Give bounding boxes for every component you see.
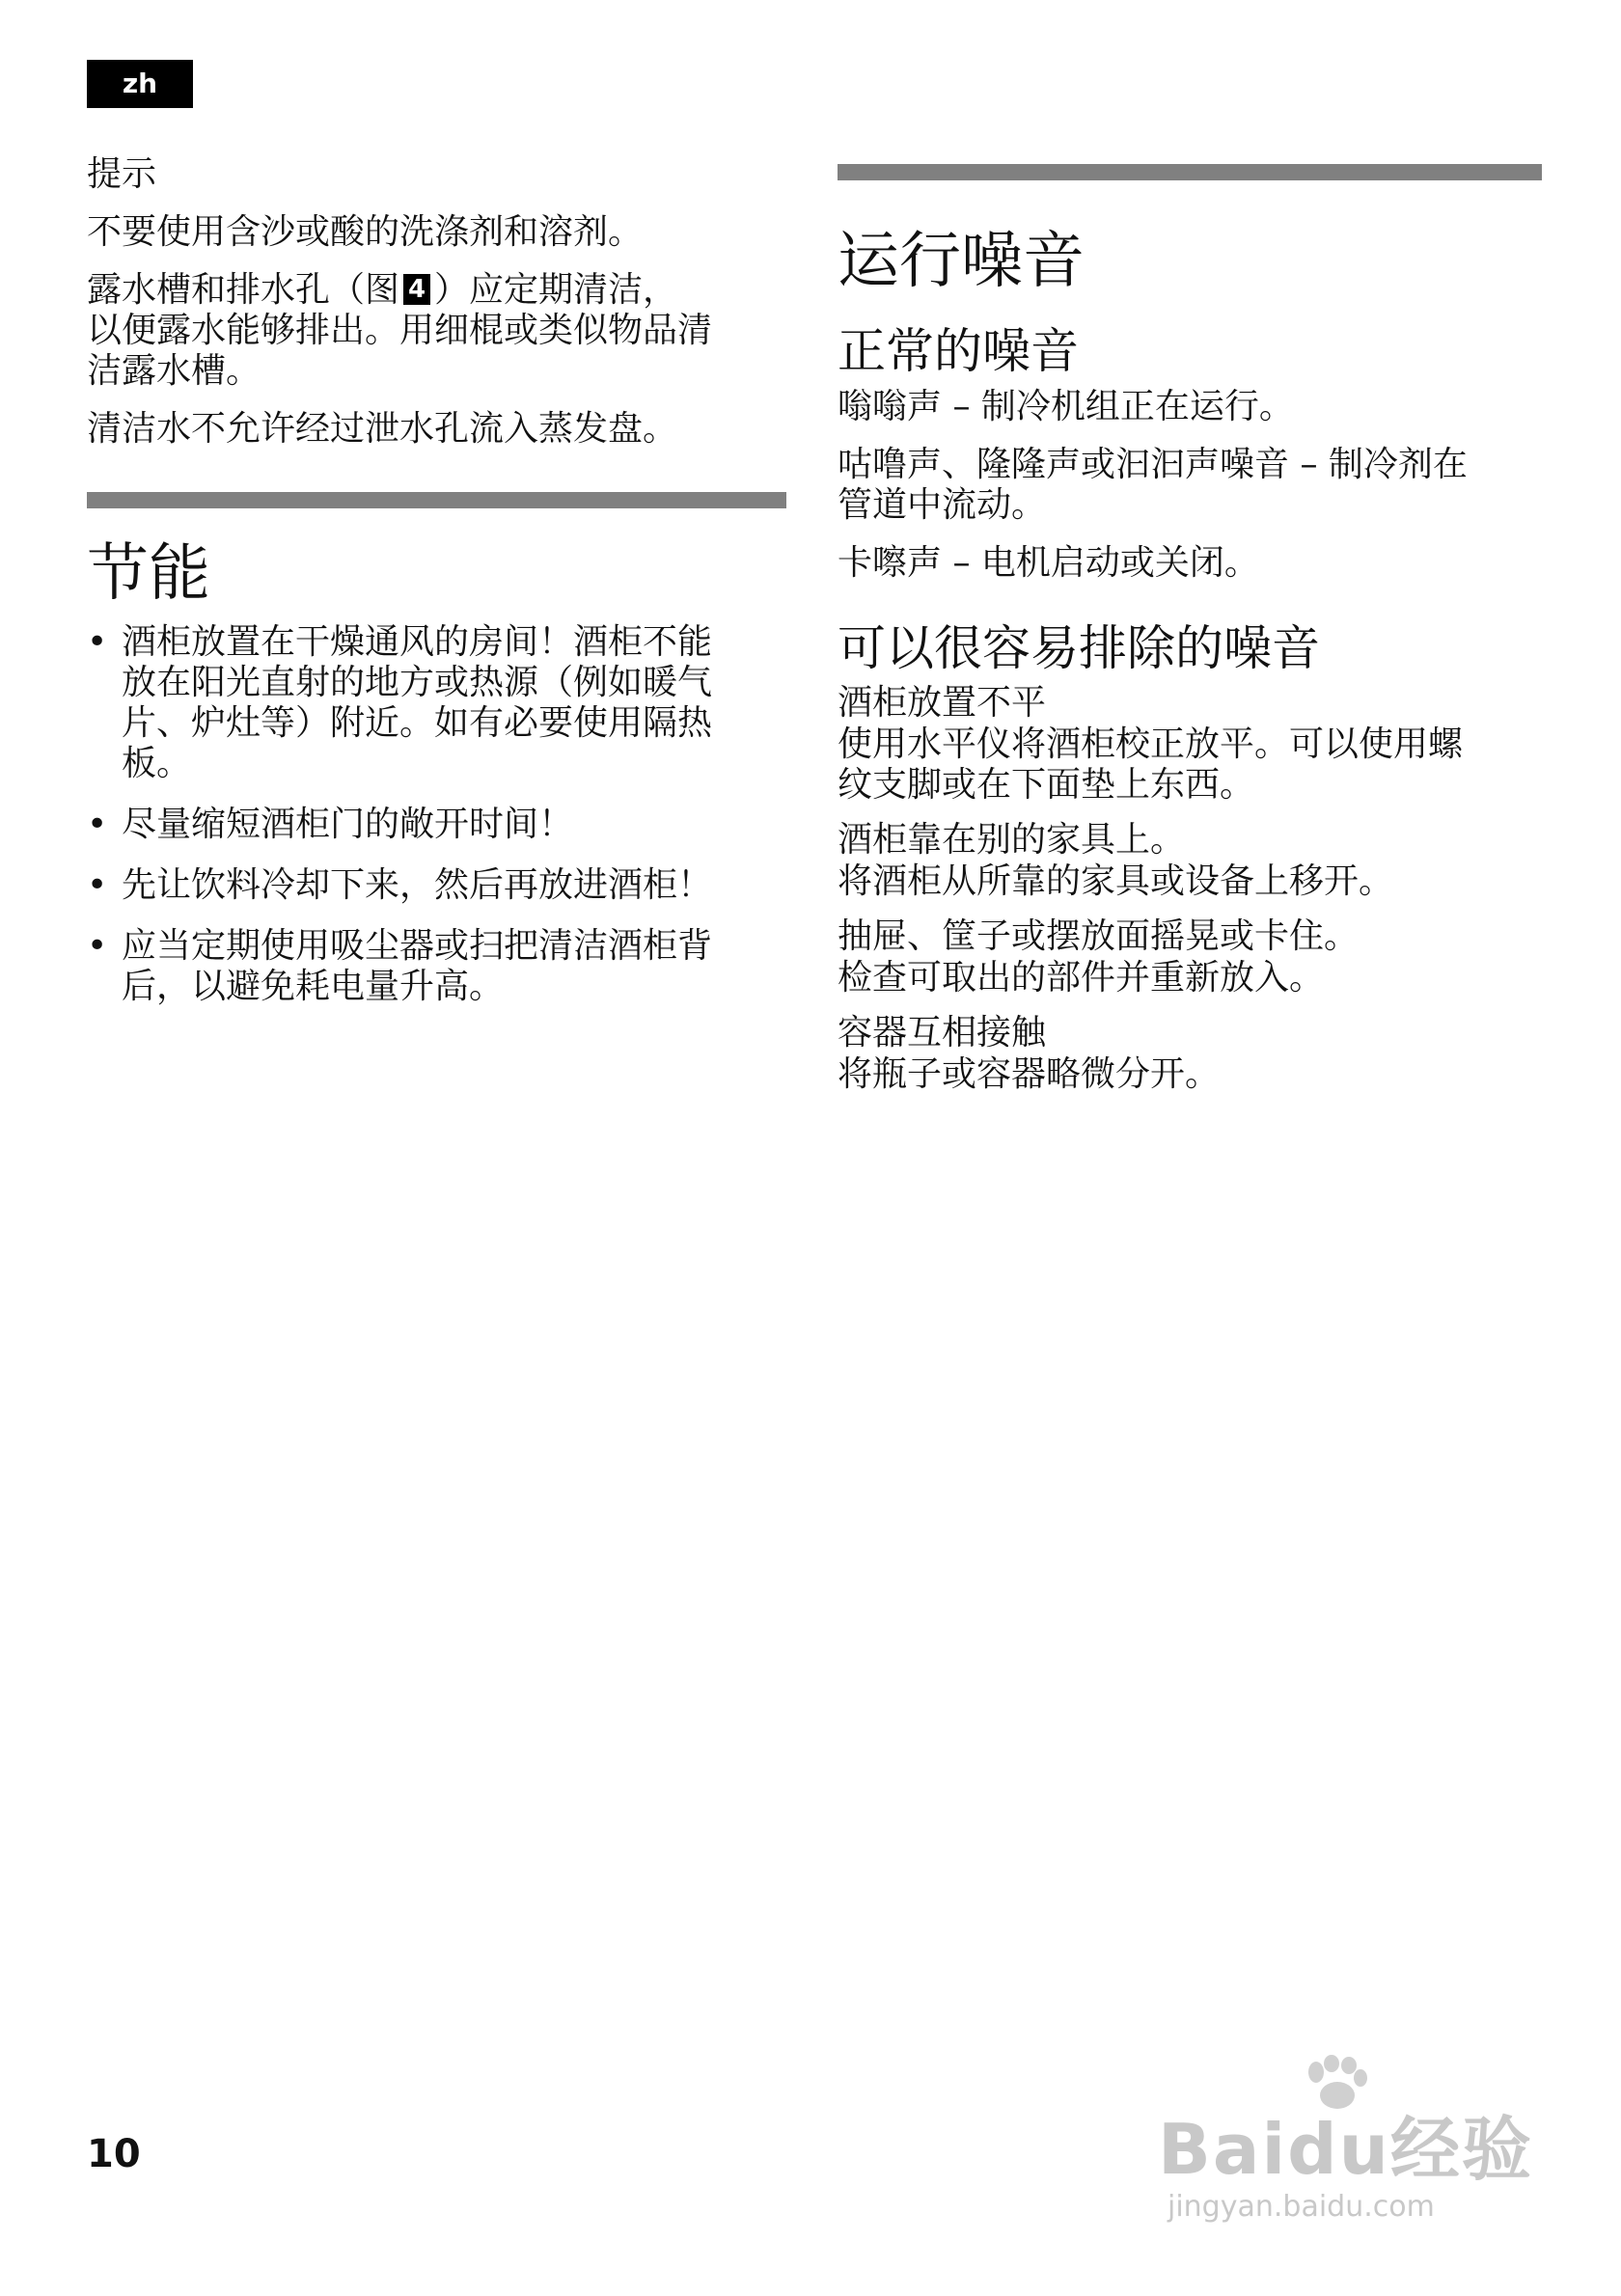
fixable-item-3-line-1: 检查可取出的部件并重新放入。 bbox=[838, 958, 1325, 998]
energy-item-1-line-2: 放在阳光直射的地方或热源（例如暖气 bbox=[122, 663, 713, 702]
tip-paragraph-3: 清洁水不允许经过泄水孔流入蒸发盘。 bbox=[87, 409, 678, 449]
fixable-item-2-line-1: 将酒柜从所靠的家具或设备上移开。 bbox=[838, 861, 1394, 901]
baidu-watermark bbox=[1158, 2055, 1544, 2248]
watermark-url: jingyan.baidu.com bbox=[1168, 2190, 1435, 2224]
fixable-item-1-line-1: 使用水平仪将酒柜校正放平。可以使用螺 bbox=[838, 724, 1464, 764]
fixable-item-4 bbox=[838, 1012, 1542, 1095]
normal-noise-item-2 bbox=[838, 445, 1542, 526]
fixable-noise-title: 可以很容易排除的噪音 bbox=[838, 620, 1320, 676]
energy-item-2 bbox=[87, 805, 786, 845]
section-rule-energy bbox=[87, 492, 786, 508]
language-tag: zh bbox=[87, 60, 193, 108]
left-column bbox=[87, 154, 786, 1027]
energy-item-2-line-1: 尽量缩短酒柜门的敞开时间！ bbox=[122, 805, 574, 844]
normal-noise-item-2-line-2: 管道中流动。 bbox=[838, 485, 1047, 525]
energy-list bbox=[87, 622, 786, 1007]
energy-item-1-line-4: 板。 bbox=[122, 744, 192, 783]
fixable-item-3 bbox=[838, 916, 1542, 998]
energy-item-1-line-3: 片、炉灶等）附近。如有必要使用隔热 bbox=[122, 703, 713, 743]
energy-item-1-line-1: 酒柜放置在干燥通风的房间！酒柜不能 bbox=[122, 622, 713, 662]
bullet-icon: • bbox=[87, 622, 108, 662]
fixable-item-4-heading: 容器互相接触 bbox=[838, 1013, 1047, 1052]
bullet-icon: • bbox=[87, 865, 108, 905]
watermark-logo: Baidu经验 bbox=[1158, 2109, 1533, 2190]
energy-item-3 bbox=[87, 865, 786, 906]
normal-noise-item-2-line-1: 咕噜声、隆隆声或汩汩声噪音 – 制冷剂在 bbox=[838, 445, 1468, 484]
normal-noise-item-3 bbox=[838, 543, 1542, 584]
figure-ref-badge: 4 bbox=[403, 274, 430, 305]
fixable-item-2 bbox=[838, 819, 1542, 902]
tip-p2-post: ）应定期清洁， bbox=[434, 270, 678, 310]
tip-paragraph-2 bbox=[87, 270, 786, 392]
fixable-item-1-heading: 酒柜放置不平 bbox=[838, 683, 1047, 723]
fixable-item-2-heading: 酒柜靠在别的家具上。 bbox=[838, 820, 1186, 860]
energy-item-3-line-1: 先让饮料冷却下来，然后再放进酒柜！ bbox=[122, 865, 713, 905]
page-number: 10 bbox=[87, 2132, 141, 2176]
energy-item-1 bbox=[87, 622, 786, 784]
right-column bbox=[838, 164, 1542, 1095]
normal-noise-item-1 bbox=[838, 387, 1542, 427]
energy-title: 节能 bbox=[87, 538, 210, 610]
bullet-icon: • bbox=[87, 926, 108, 966]
fixable-item-3-heading: 抽屉、筐子或摆放面摇晃或卡住。 bbox=[838, 916, 1360, 956]
tip-p2-pre: 露水槽和排水孔（图 bbox=[87, 270, 400, 310]
tip-label: 提示 bbox=[87, 154, 157, 194]
tip-p2-line3: 洁露水槽。 bbox=[87, 351, 261, 391]
bullet-icon: • bbox=[87, 805, 108, 844]
noise-title: 运行噪音 bbox=[838, 226, 1085, 297]
normal-noise-item-3-line-1: 卡嚓声 – 电机启动或关闭。 bbox=[838, 543, 1259, 583]
fixable-item-1 bbox=[838, 682, 1542, 806]
fixable-item-4-line-1: 将瓶子或容器略微分开。 bbox=[838, 1054, 1221, 1094]
energy-item-4 bbox=[87, 926, 786, 1007]
section-rule-noise bbox=[838, 164, 1542, 180]
normal-noise-item-1-line-1: 嗡嗡声 – 制冷机组正在运行。 bbox=[838, 387, 1294, 426]
tip-paragraph-1: 不要使用含沙或酸的洗涤剂和溶剂。 bbox=[87, 212, 644, 252]
normal-noise-title: 正常的噪音 bbox=[838, 323, 1079, 379]
fixable-item-1-line-2: 纹支脚或在下面垫上东西。 bbox=[838, 765, 1255, 805]
energy-item-4-line-1: 应当定期使用吸尘器或扫把清洁酒柜背 bbox=[122, 926, 713, 966]
tip-p2-line2: 以便露水能够排出。用细棍或类似物品清 bbox=[87, 311, 713, 350]
energy-item-4-line-2: 后，以避免耗电量升高。 bbox=[122, 967, 505, 1006]
